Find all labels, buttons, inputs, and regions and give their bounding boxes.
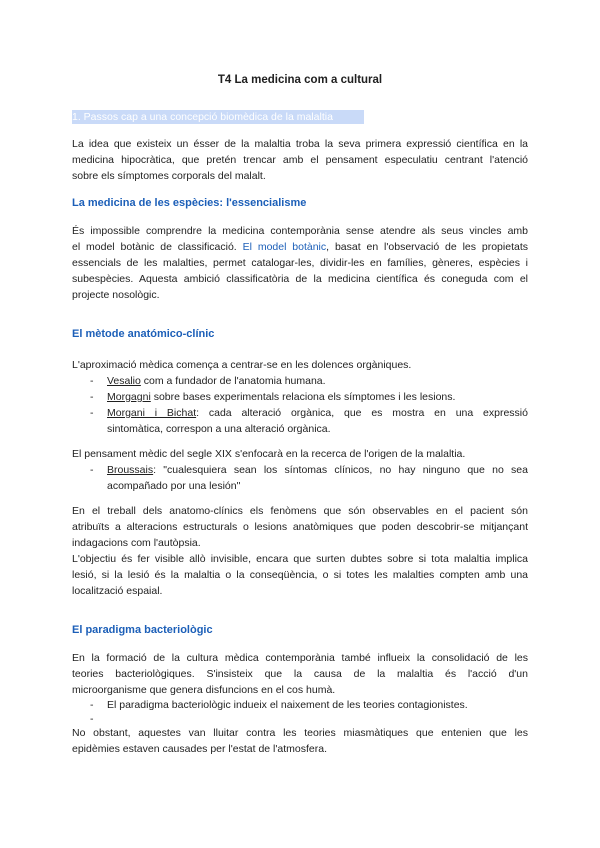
text-line: lesió, si la lesió és la malaltia o la conseqüència, o si totes les malalties compten amb una [72,569,528,581]
text-line [72,239,528,255]
text-segment: el model botànic de classificació. [72,241,237,253]
text-line: El pensament mèdic del segle XIX s'enfocarà en la recerca de l'origen de la malaltia. [72,448,466,460]
name-morgani-bichat: Morgani i Bichat [107,407,197,419]
item-text: com a fundador de l'anatomia humana. [140,375,326,387]
document-title: T4 La medicina com a cultural [217,74,383,86]
text-line: L'objectiu és fer visible allò invisible, encara que surten dubtes sobre si tota malaltia implica [72,553,528,565]
text-line: teories bacteriològiques. S'insisteix que la causa de la malaltia és l'acció d'un [72,668,528,680]
anatomic-intro [72,357,528,373]
text-line: localització espaial. [72,585,163,597]
text-line: És impossible comprendre la medicina contemporània sense atendre als seus vincles amb [72,225,528,237]
text-line: En la formació de la cultura mèdica contemporània també influeix la consolidació de les [72,652,528,664]
text-line: essencials de les malalties, permet catalogar-les, dividir-les en famílies, gèneres, espècies i [72,257,528,269]
text-line: atribuïts a alteracions estructurals o lesions anatòmiques que poden descobrir-se mitjançant [72,521,528,533]
text-line: epidèmies estaven causades per l'estat de l'atmosfera. [72,743,327,755]
list-dash: - [90,713,94,725]
text-line: indagacions com l'autòpsia. [72,537,201,549]
list-dash: - [90,375,94,387]
text-line: En el treball dels anatomo-clínics els fenòmens que són observables en el pacient són [72,505,528,517]
model-botanic-link[interactable]: El model botànic [242,241,327,253]
text-line: sobre els símptomes corporals del malalt. [72,170,266,182]
name-broussais: Broussais [107,464,154,476]
heading-bacteriologic: El paradigma bacteriològic [72,624,213,636]
item-text-cont: sintomàtica, correspon a una alteració orgànica. [107,423,331,435]
text-line: microorganisme que genera disfuncions en el cos humà. [72,684,336,696]
name-vesalio: Vesalio [107,375,141,387]
item-text: : cada alteració orgànica, que es mostra en una expressió [196,407,528,419]
heading-especies: La medicina de les espècies: l'essencialisme [72,197,307,209]
heading-anatomic: El mètode anatómico-clínic [72,328,215,340]
text-line: L'aproximació mèdica comença a centrar-se en les dolences orgàniques. [72,359,412,371]
text-line: La idea que existeix un ésser de la malaltia troba la seva primera expressió científica en la [72,138,528,150]
text-segment: , basat en l'observació de les propietats [326,241,528,253]
text-line: medicina hipocràtica, que pretén trencar amb el pensament especulatiu centrant l'atenció [72,154,528,166]
item-text-cont: acompañado por una lesión" [107,480,241,492]
text-line: No obstant, aquestes van lluitar contra les teories miasmàtiques que entenien que les [72,727,528,739]
especies-paragraph [72,223,528,303]
text-line: subespècies. Aquesta ambició classificatòria de la medicina científica és coneguda com el [72,273,528,285]
list-dash: - [90,464,94,476]
list-dash: - [90,407,94,419]
xix-paragraph [72,446,528,462]
objectiu-paragraph [72,551,528,599]
anatomo-clinics-paragraph [72,503,528,551]
item-text: El paradigma bacteriològic indueix el naixement de les teories contagionistes. [107,699,468,711]
list-dash: - [90,391,94,403]
intro-paragraph [72,136,528,184]
name-morgagni: Morgagni [107,391,151,403]
list-dash: - [90,699,94,711]
miasmatiques-paragraph [72,725,528,757]
section-heading-highlighted: 1. Passos cap a una concepció biomèdica de la malaltia [72,110,364,124]
item-text: sobre bases experimentals relaciona els símptomes i les lesions. [150,391,456,403]
item-text: : "cualesquiera sean los síntomas clínicos, no hay ninguno que no sea [153,464,528,476]
bacteriologic-paragraph [72,650,528,698]
text-line: projecte nosològic. [72,289,160,301]
